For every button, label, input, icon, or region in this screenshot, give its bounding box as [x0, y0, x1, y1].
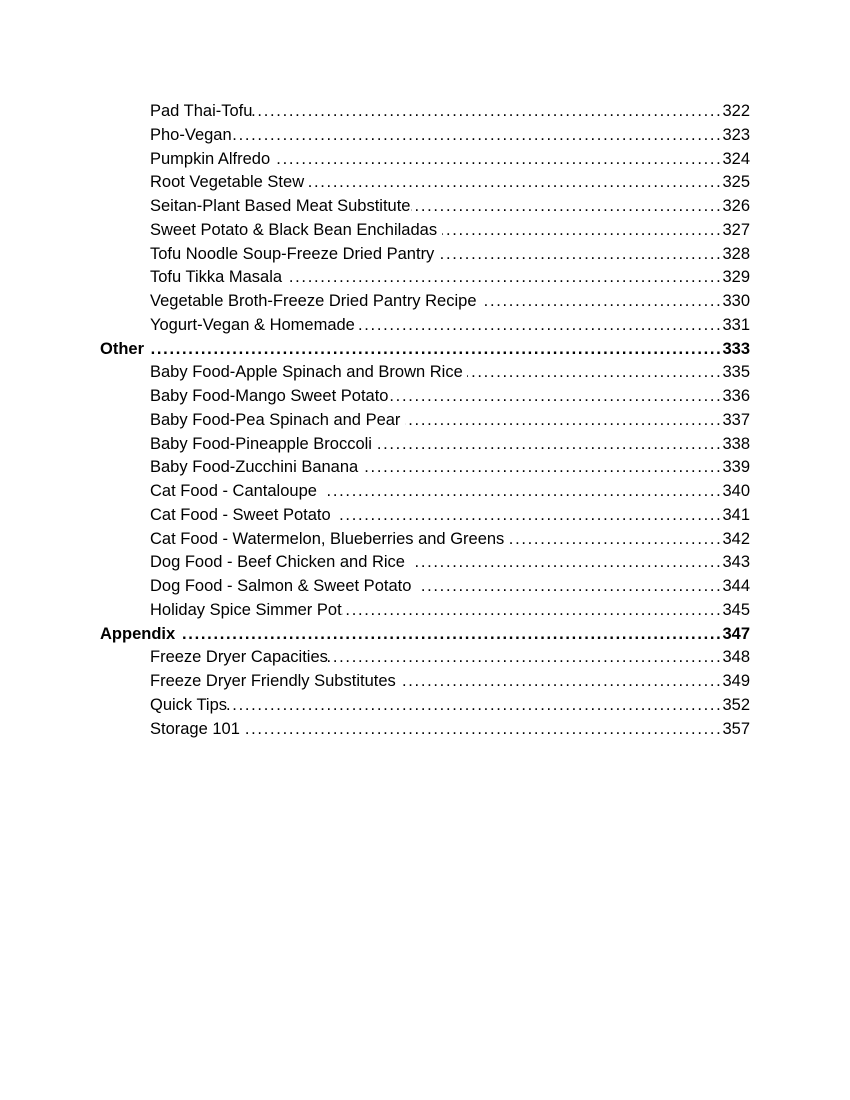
toc-entry-label: Pho-Vegan [150, 125, 232, 144]
toc-entry-row[interactable] [100, 599, 750, 623]
toc-entry-page-number: 336 [722, 387, 750, 405]
toc-entry-row[interactable] [100, 551, 750, 575]
toc-entry-label: Dog Food - Beef Chicken and Rice [150, 553, 415, 572]
toc-entry-row[interactable] [100, 528, 750, 552]
toc-entry-label: Seitan-Plant Based Meat Substitute [150, 197, 411, 215]
toc-entry-page-number: 352 [722, 695, 750, 714]
toc-entry-row[interactable] [100, 433, 750, 457]
toc-dot-leader [363, 456, 723, 480]
toc-entry-row[interactable] [100, 480, 750, 504]
toc-entry-row[interactable] [100, 290, 750, 314]
toc-dot-leader [149, 338, 723, 362]
toc-entry-row[interactable] [100, 361, 750, 385]
toc-entry-label: Freeze Dryer Friendly Substitutes [150, 672, 401, 690]
toc-entry-label: Yogurt-Vegan & Homemade [150, 315, 360, 334]
toc-dot-leader [411, 195, 723, 219]
toc-entry-page-number: 328 [722, 244, 750, 263]
toc-entry-row[interactable] [100, 409, 750, 433]
toc-dot-leader [359, 314, 722, 338]
toc-entry-page-number: 323 [722, 125, 750, 144]
toc-entry-page-number: 347 [722, 624, 750, 643]
toc-entry-page-number: 357 [722, 719, 750, 738]
toc-entry-row[interactable] [100, 124, 750, 148]
toc-entry-label: Pad Thai-Tofu [150, 102, 253, 120]
toc-entry-row[interactable] [100, 219, 750, 243]
toc-entry-row[interactable] [100, 670, 750, 694]
toc-entry-row[interactable] [100, 646, 750, 670]
toc-entry-page-number: 327 [722, 220, 750, 239]
toc-entry-page-number: 324 [722, 149, 750, 168]
toc-entry-label: Vegetable Broth-Freeze Dried Pantry Recipe [150, 292, 482, 310]
toc-entry-label: Tofu Tikka Masala [150, 268, 287, 287]
toc-entry-label: Baby Food-Pineapple Broccoli [150, 434, 377, 453]
toc-entry-row[interactable] [100, 456, 750, 480]
toc-entry-page-number: 335 [722, 363, 750, 382]
toc-entry-label: Appendix [100, 624, 180, 643]
toc-entry-label: Freeze Dryer Capacities [150, 648, 328, 667]
toc-entry-label: Quick Tips [150, 695, 228, 714]
toc-entry-row[interactable] [100, 694, 750, 718]
toc-entry-label: Baby Food-Mango Sweet Potato [150, 387, 389, 405]
toc-dot-leader [377, 433, 723, 457]
toc-dot-leader [328, 646, 723, 670]
toc-entry-label: Cat Food - Cantaloupe [150, 482, 327, 500]
toc-dot-leader [287, 266, 723, 290]
toc-entry-page-number: 338 [722, 434, 750, 453]
toc-entry-page-number: 322 [722, 102, 750, 120]
toc-entry-page-number: 337 [722, 410, 750, 429]
toc-dot-leader [414, 551, 722, 575]
toc-entry-label: Baby Food-Apple Spinach and Brown Rice [150, 363, 468, 382]
toc-dot-leader [405, 409, 722, 433]
toc-entry-row[interactable] [100, 718, 750, 742]
toc-entry-label: Sweet Potato & Black Bean Enchiladas [150, 220, 442, 239]
toc-entry-row[interactable] [100, 243, 750, 267]
toc-dot-leader [227, 694, 722, 718]
toc-entry-label: Cat Food - Sweet Potato [150, 505, 340, 524]
toc-dot-leader [342, 599, 723, 623]
toc-entry-label: Holiday Spice Simmer Pot [150, 600, 342, 619]
toc-entry-page-number: 340 [722, 482, 750, 500]
toc-entry-page-number: 341 [722, 505, 750, 524]
toc-entry-row[interactable] [100, 504, 750, 528]
toc-list [100, 100, 750, 741]
toc-dot-leader [252, 100, 722, 124]
toc-dot-leader [439, 243, 723, 267]
toc-dot-leader [388, 385, 722, 409]
toc-entry-page-number: 348 [722, 648, 750, 667]
toc-dot-leader [245, 718, 723, 742]
toc-dot-leader [232, 124, 723, 148]
toc-dot-leader [481, 290, 722, 314]
toc-entry-page-number: 342 [722, 529, 750, 548]
toc-dot-leader [275, 148, 723, 172]
toc-dot-leader [509, 528, 723, 552]
toc-entry-label: Pumpkin Alfredo [150, 149, 275, 168]
toc-entry-page-number: 345 [722, 600, 750, 619]
toc-entry-row[interactable] [100, 100, 750, 124]
toc-entry-page-number: 326 [722, 197, 750, 215]
toc-dot-leader [309, 171, 723, 195]
toc-entry-page-number: 329 [722, 268, 750, 287]
toc-dot-leader [467, 361, 722, 385]
toc-entry-label: Baby Food-Pea Spinach and Pear [150, 410, 406, 429]
toc-entry-page-number: 333 [722, 339, 750, 358]
toc-section-row[interactable] [100, 338, 750, 362]
toc-entry-label: Root Vegetable Stew [150, 173, 309, 192]
toc-entry-page-number: 344 [722, 577, 750, 595]
toc-entry-label: Cat Food - Watermelon, Blueberries and Greens [150, 529, 509, 548]
toc-dot-leader [340, 504, 723, 528]
toc-dot-leader [400, 670, 722, 694]
toc-entry-page-number: 339 [722, 458, 750, 477]
toc-dot-leader [180, 623, 723, 647]
toc-entry-label: Storage 101 [150, 719, 245, 738]
toc-entry-page-number: 343 [722, 553, 750, 572]
toc-dot-leader [442, 219, 723, 243]
toc-entry-page-number: 349 [722, 672, 750, 690]
toc-entry-row[interactable] [100, 575, 750, 599]
toc-section-row[interactable] [100, 623, 750, 647]
toc-entry-label: Tofu Noodle Soup-Freeze Dried Pantry [150, 244, 439, 263]
toc-entry-page-number: 325 [722, 173, 750, 192]
toc-dot-leader [421, 575, 723, 599]
toc-entry-row[interactable] [100, 171, 750, 195]
toc-dot-leader [326, 480, 722, 504]
toc-entry-row[interactable] [100, 385, 750, 409]
toc-entry-row[interactable] [100, 148, 750, 172]
toc-entry-label: Baby Food-Zucchini Banana [150, 458, 363, 477]
toc-entry-row[interactable] [100, 314, 750, 338]
toc-entry-label: Other [100, 339, 149, 358]
toc-entry-row[interactable] [100, 266, 750, 290]
toc-entry-row[interactable] [100, 195, 750, 219]
toc-entry-label: Dog Food - Salmon & Sweet Potato [150, 577, 421, 595]
toc-entry-page-number: 330 [722, 292, 750, 310]
toc-entry-page-number: 331 [722, 315, 750, 334]
